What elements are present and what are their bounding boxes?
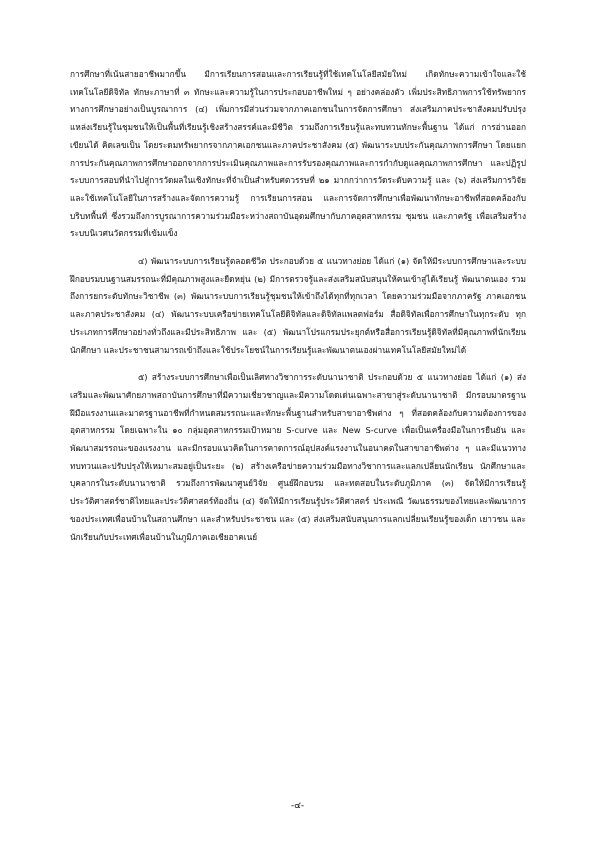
page-number: -๔- [290, 801, 305, 811]
paragraph-item-5: ๕) สร้างระบบการศึกษาเพื่อเป็นเลิศทางวิชาการระดับนานาชาติ ประกอบด้วย ๕ แนวทางย่อย ได้แก่ (๑) ส่งเสริมและพัฒนาศักยภาพสถาบันการศึกษาที่มีความเชี่ยวชาญและมีความโดดเด่นเฉพาะสาขาสู่ระดับนานาชาติ มีกรอบมาตรฐานฝีมือแรงงานและมาตรฐานอาชีพที่กำหนดสมรรถนะและทักษะพื้นฐานสำหรับสาขาอาชีพต่าง ๆ ที่สอดคล้องกับความต้องการของอุตสาหกรรม โดยเฉพาะใน ๑๐ กลุ่มอุตสาหกรรมเป้าหมาย S-curve และ New S-curve เพื่อเป็นเครื่องมือในการยืนยัน และพัฒนาสมรรถนะของแรงงาน และมีกรอบแนวคิดในการคาดการณ์อุปสงค์แรงงานในอนาคตในสาขาอาชีพต่าง ๆ และมีแนวทางทบทวนและปรับปรุงให้เหมาะสมอยู่เป็นระยะ (๒) สร้างเครือข่ายความร่วมมือทางวิชาการและแลกเปลี่ยนนักเรียน นักศึกษาและบุคลากรในระดับนานาชาติ รวมถึงการพัฒนาศูนย์วิจัย ศูนย์ฝึกอบรม และทดสอบในระดับภูมิภาค (๓) จัดให้มีการเรียนรู้ประวัติศาสตร์ชาติไทยและประวัติศาสตร์ท้องถิ่น (๔) จัดให้มีการเรียนรู้ประวัติศาสตร์ ประเพณี วัฒนธรรมของไทยและพัฒนาการของประเทศเพื่อนบ้านในสถานศึกษา และสำหรับประชาชน และ (๕) ส่งเสริมสนับสนุนการแลกเปลี่ยนเรียนรู้ของเด็ก เยาวชน และนักเรียนกับประเทศเพื่อนบ้านในภูมิภาคเอเชียอาคเนย์ [70, 372, 526, 542]
paragraph-continuation: การศึกษาที่เน้นสายอาชีพมากขึ้น มีการเรียนการสอนและการเรียนรู้ที่ใช้เทคโนโลยีสมัยใหม่ เกิดทักษะความเข้าใจและใช้เทคโนโลยีดิจิทัล ทักษะภาษาที่ ๓ ทักษะและความรู้ในการประกอบอาชีพใหม่ ๆ อย่างคล่องตัว เพิ่มประสิทธิภาพการใช้ทรัพยากรทางการศึกษาอย่างเป็นบูรณาการ (๔) เพิ่มการมีส่วนร่วมจากภาคเอกชนในการจัดการศึกษา ส่งเสริมภาคประชาสังคมปรับปรุงแหล่งเรียนรู้ในชุมชนให้เป็นพื้นที่เรียนรู้เชิงสร้างสรรค์และมีชีวิต รวมถึงการเรียนรู้และทบทวนทักษะพื้นฐาน ได้แก่ การอ่านออก เขียนได้ คิดเลขเป็น โดยระดมทรัพยากรจากภาคเอกชนและภาคประชาสังคม (๕) พัฒนาระบบประกันคุณภาพการศึกษา โดยแยกการประกันคุณภาพการศึกษาออกจากการประเมินคุณภาพและการรับรองคุณภาพและการกำกับดูแลคุณภาพการศึกษา และปฏิรูประบบการสอบที่นำไปสู่การวัดผลในเชิงทักษะที่จำเป็นสำหรับศตวรรษที่ ๒๑ มากกว่าการวัดระดับความรู้ และ (๖) ส่งเสริมการวิจัยและใช้เทคโนโลยีในการสร้างและจัดการความรู้ การเรียนการสอน และการจัดการศึกษาเพื่อพัฒนาทักษะอาชีพที่สอดคล้องกับบริบทพื้นที่ ซึ่งรวมถึงการบูรณาการความร่วมมือระหว่างสถาบันอุดมศึกษากับภาคอุตสาหกรรม ชุมชน และภาครัฐ เพื่อเสริมสร้างระบบนิเวศนวัตกรรมที่เข้มแข็ง [70, 69, 526, 239]
paragraph-gap [70, 243, 526, 253]
paragraph-item-4: ๔) พัฒนาระบบการเรียนรู้ตลอดชีวิต ประกอบด้วย ๕ แนวทางย่อย ได้แก่ (๑) จัดให้มีระบบการศึกษาและระบบฝึกอบรมบนฐานสมรรถนะที่มีคุณภาพสูงและยืดหยุ่น (๒) มีการตรวจรู้และส่งเสริมสนับสนุนให้คนเข้าสู่ได้เรียนรู้ พัฒนาตนเอง รวมถึงการยกระดับทักษะวิชาชีพ (๓) พัฒนาระบบการเรียนรู้ชุมชนให้เข้าถึงได้ทุกที่ทุกเวลา โดยความร่วมมือจากภาครัฐ ภาคเอกชนและภาคประชาสังคม (๔) พัฒนาระบบเครือข่ายเทคโนโลยีดิจิทัลและดิจิทัลแพลตฟอร์ม สื่อดิจิทัลเพื่อการศึกษาในทุกระดับ ทุกประเภทการศึกษาอย่างทั่วถึงและมีประสิทธิภาพ และ (๕) พัฒนาโปรแกรมประยุกต์หรือสื่อการเรียนรู้ดิจิทัลที่มีคุณภาพที่นักเรียน นักศึกษา และประชาชนสามารถเข้าถึงและใช้ประโยชน์ในการเรียนรู้และพัฒนาตนเองผ่านเทคโนโลยีสมัยใหม่ได้ [70, 256, 526, 355]
paragraph-gap [70, 359, 526, 369]
document-body [70, 66, 526, 546]
